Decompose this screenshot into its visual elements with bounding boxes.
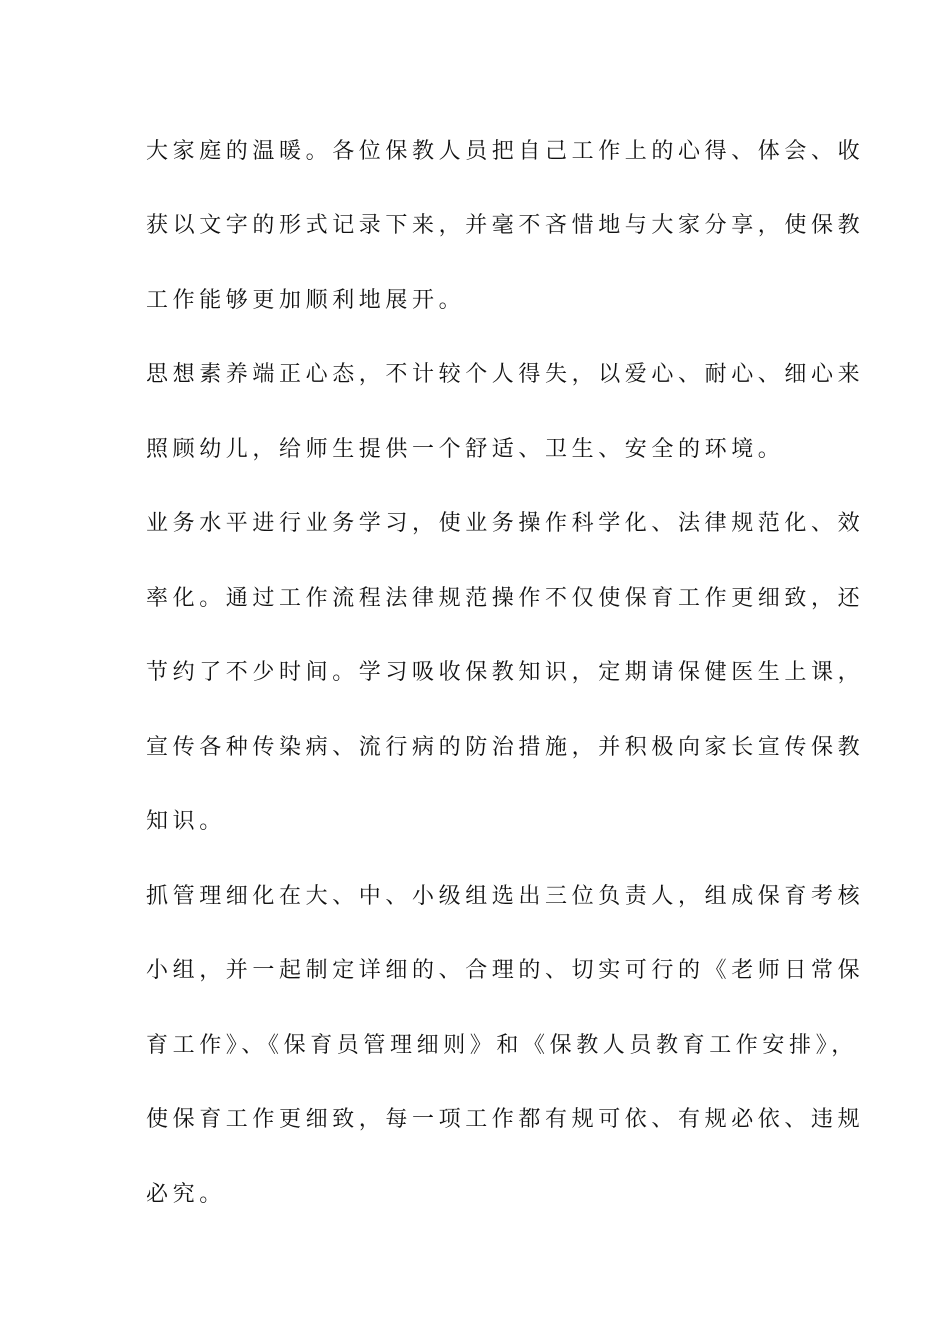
text-line-2: 获以文字的形式记录下来，并毫不吝惜地与大家分享，使保教	[146, 213, 865, 238]
text-line-7: 率化。通过工作流程法律规范操作不仅使保育工作更细致，还	[146, 586, 865, 611]
text-line-12: 小组，并一起制定详细的、合理的、切实可行的《老师日常保	[146, 958, 865, 983]
text-line-1: 大家庭的温暖。各位保教人员把自己工作上的心得、体会、收	[146, 139, 865, 164]
text-line-6: 业务水平进行业务学习，使业务操作科学化、法律规范化、效	[146, 511, 865, 536]
text-line-8: 节约了不少时间。学习吸收保教知识，定期请保健医生上课，	[146, 660, 865, 685]
text-line-13: 育工作》、《保育员管理细则》和《保教人员教育工作安排》，	[146, 1033, 858, 1058]
text-line-14: 使保育工作更细致，每一项工作都有规可依、有规必依、违规	[146, 1107, 865, 1132]
text-line-9: 宣传各种传染病、流行病的防治措施，并积极向家长宣传保教	[146, 735, 865, 760]
text-line-15: 必究。	[146, 1182, 226, 1207]
text-line-10: 知识。	[146, 809, 226, 834]
text-line-4: 思想素养端正心态，不计较个人得失，以爱心、耐心、细心来	[146, 362, 865, 387]
text-line-3: 工作能够更加顺利地展开。	[146, 288, 466, 313]
text-line-5: 照顾幼儿，给师生提供一个舒适、卫生、安全的环境。	[146, 437, 785, 462]
text-line-11: 抓管理细化在大、中、小级组选出三位负责人，组成保育考核	[146, 884, 865, 909]
